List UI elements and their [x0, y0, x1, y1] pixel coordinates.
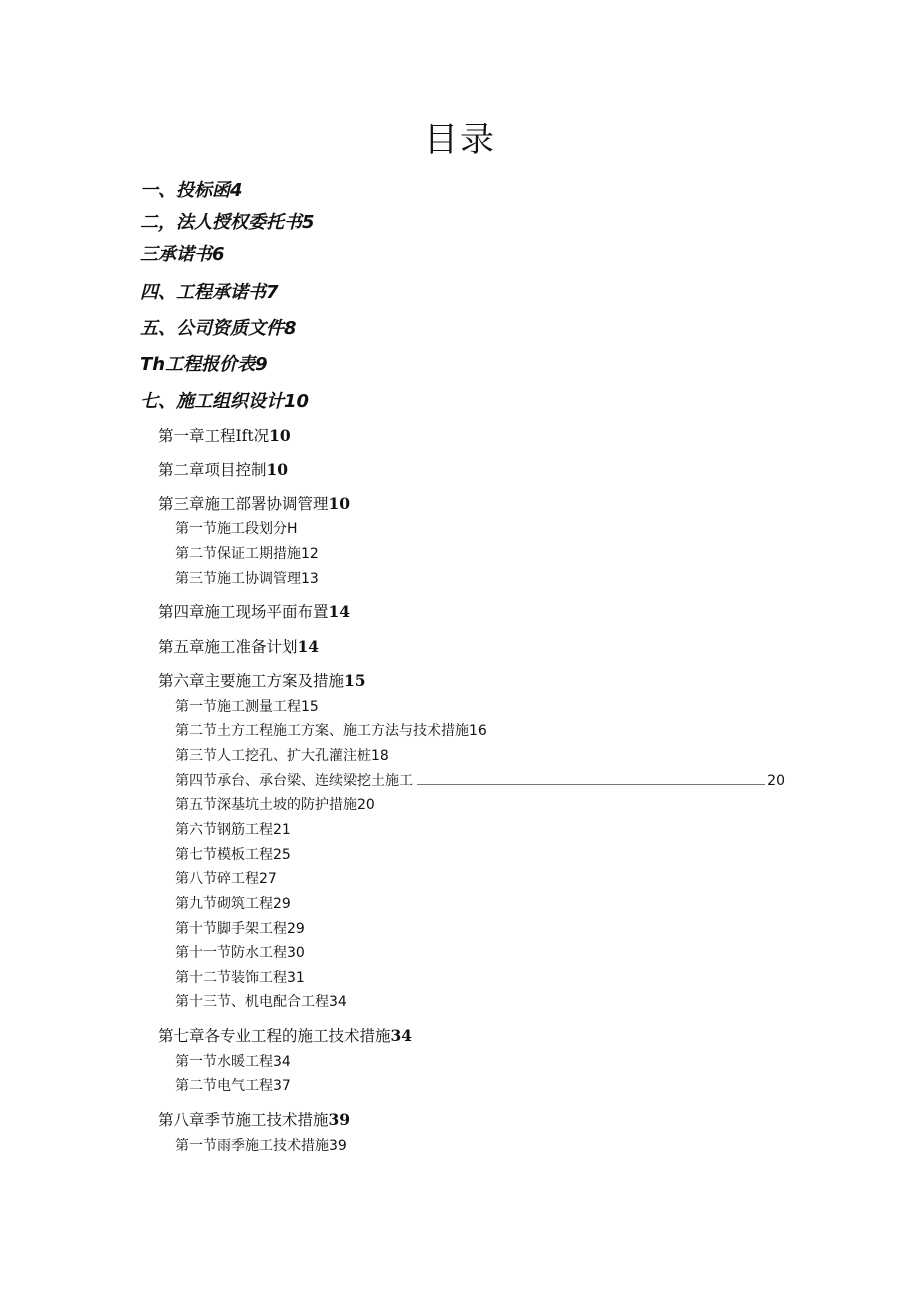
toc-entry-text: 第一节施工测量工程 [175, 699, 301, 715]
toc-entry [175, 893, 291, 913]
toc-entry-page: 14 [328, 602, 351, 621]
toc-entry-text: 第八节碎工程 [175, 871, 259, 887]
toc-entry-page: 9 [255, 354, 268, 375]
toc-entry-page: 10 [269, 426, 291, 445]
toc-entry [175, 745, 389, 765]
toc-entry-text: 第一节施工段划分 [175, 521, 287, 537]
toc-entry-page: 10 [284, 391, 310, 412]
toc-entry-text: 二，法人授权委托书 [140, 212, 302, 233]
toc-entry-text: 四、工程承诺书 [140, 282, 266, 303]
toc-entry-text: 三承诺书 [140, 244, 212, 265]
toc-entry-page: 39 [329, 1138, 347, 1154]
toc-entry [175, 568, 319, 588]
toc-entry-page: 20 [357, 797, 375, 813]
toc-entry [158, 600, 350, 622]
toc-entry [175, 794, 375, 814]
toc-entry-page: 29 [273, 896, 291, 912]
toc-entry-text: 第七节模板工程 [175, 847, 273, 863]
toc-entry [140, 350, 268, 376]
toc-entry-text: 第四节承台、承台梁、连续梁挖土施工 [175, 773, 413, 789]
toc-entry [175, 543, 319, 563]
toc-entry-page: 5 [302, 212, 315, 233]
toc-entry-page: 31 [287, 970, 305, 986]
toc-entry-page: 14 [297, 637, 320, 656]
toc-entry [175, 991, 347, 1011]
toc-entry [140, 278, 279, 304]
page-title: 目录 [424, 120, 496, 160]
toc-entry [175, 1051, 291, 1071]
toc-entry [158, 1024, 412, 1046]
toc-entry-text: 第三节人工挖孔、扩大孔灌注桩 [175, 748, 371, 764]
toc-entry [175, 942, 305, 962]
toc-entry [175, 696, 319, 716]
toc-entry-page: 4 [230, 180, 243, 201]
toc-entry-text: 第三章施工部署协调管理 [158, 495, 329, 513]
toc-entry-page: 15 [301, 699, 319, 715]
toc-entry-text: 第十二节装饰工程 [175, 970, 287, 986]
toc-entry-text: 五、公司资质文件 [140, 318, 284, 339]
toc-entry-text: 第四章施工现场平面布置 [158, 603, 329, 621]
toc-entry [140, 176, 243, 202]
toc-entry-page: 27 [259, 871, 277, 887]
toc-entry-text: 七、施工组织设计 [140, 391, 284, 412]
toc-entry [158, 424, 291, 446]
toc-entry-page: 8 [284, 318, 297, 339]
toc-entry-page: 29 [287, 921, 305, 937]
toc-entry [140, 240, 225, 266]
toc-entry-text: Th工程报价表 [140, 354, 256, 375]
toc-entry-page: 34 [390, 1026, 413, 1045]
toc-entry [158, 492, 350, 514]
toc-entry-page: 16 [469, 723, 487, 739]
toc-entry [158, 635, 319, 657]
toc-entry-text: 第二节保证工期措施 [175, 546, 301, 562]
toc-entry-text: 第七章各专业工程的施工技术措施 [158, 1027, 391, 1045]
toc-entry [140, 314, 297, 340]
toc-entry-text: 第二节土方工程施工方案、施工方法与技术措施 [175, 723, 469, 739]
toc-entry-text: 第八章季节施工技术措施 [158, 1111, 329, 1129]
toc-entry [175, 844, 291, 864]
toc-entry-text: 第十一节防水工程 [175, 945, 287, 961]
toc-entry-page: 6 [212, 244, 225, 265]
toc-entry-text: 第六章主要施工方案及措施 [158, 672, 345, 690]
toc-entry [158, 669, 366, 691]
leader-line [417, 783, 765, 785]
toc-entry [175, 918, 305, 938]
toc-entry [175, 770, 785, 790]
toc-entry-page: 25 [273, 847, 291, 863]
toc-entry-page: 20 [767, 773, 785, 789]
toc-entry-text: 第一节雨季施工技术措施 [175, 1138, 329, 1154]
toc-entry-text: 第二节电气工程 [175, 1078, 273, 1094]
toc-entry-text: 第五章施工准备计划 [158, 638, 298, 656]
toc-entry-text: 第二章项目控制 [158, 461, 267, 479]
toc-entry [175, 819, 291, 839]
toc-entry-page: H [287, 521, 298, 537]
toc-entry-text: 第六节钢筋工程 [175, 822, 273, 838]
toc-entry-page: 34 [273, 1054, 291, 1070]
toc-entry-text: 第十三节、机电配合工程 [175, 994, 329, 1010]
toc-entry [158, 1108, 350, 1130]
toc-entry-page: 10 [266, 460, 289, 479]
toc-entry-page: 34 [329, 994, 347, 1010]
toc-entry-page: 15 [344, 671, 366, 690]
toc-entry [175, 720, 487, 740]
toc-entry [175, 1135, 347, 1155]
toc-entry [175, 518, 298, 538]
toc-entry [175, 1075, 291, 1095]
toc-entry-page: 10 [328, 494, 351, 513]
toc-entry-text: 第一节水暖工程 [175, 1054, 273, 1070]
toc-entry [140, 387, 309, 413]
toc-entry-text: 第十节脚手架工程 [175, 921, 287, 937]
toc-entry-text: 一、投标函 [140, 180, 230, 201]
toc-entry [175, 967, 305, 987]
toc-entry-page: 37 [273, 1078, 291, 1094]
toc-entry-text: 第三节施工协调管理 [175, 571, 301, 587]
toc-entry-text: 第一章工程Ift况 [158, 427, 270, 445]
toc-entry-text: 第九节砌筑工程 [175, 896, 273, 912]
toc-entry-page: 39 [328, 1110, 351, 1129]
toc-entry-page: 30 [287, 945, 305, 961]
toc-entry-page: 7 [266, 282, 279, 303]
toc-entry-page: 21 [273, 822, 291, 838]
toc-entry-page: 18 [371, 748, 389, 764]
toc-entry-text: 第五节深基坑土坡的防护措施 [175, 797, 357, 813]
toc-entry [140, 208, 315, 234]
toc-entry [158, 458, 288, 480]
toc-entry-page: 12 [301, 546, 319, 562]
toc-entry [175, 868, 277, 888]
toc-entry-page: 13 [301, 571, 319, 587]
